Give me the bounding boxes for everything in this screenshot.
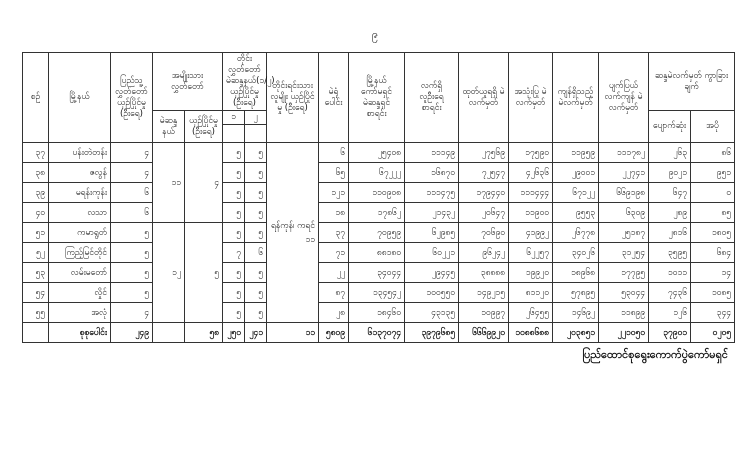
row-region-1: ၇ — [223, 243, 245, 263]
row-voters-total: ၁၁၁၄၇၅ — [405, 183, 459, 203]
row-wards: ၁၈၄၆၀ — [349, 303, 405, 323]
row-region-2: ၅ — [245, 303, 267, 323]
header-voters-total: လက်ရှိ လူဦးရေ စာရင်း — [405, 53, 459, 143]
row-advance-votes: ၇၂၅၄၇ — [459, 163, 509, 183]
row-region-1: ၅ — [223, 223, 245, 243]
row-sr: ၅၃ — [23, 263, 49, 283]
row-stations: ၂၈ — [319, 303, 349, 323]
table-row — [23, 183, 735, 203]
row-wards: ၆၇၂၂၂ — [349, 163, 405, 183]
row-wards: ၁၃၄၅၄၂ — [349, 283, 405, 303]
row-township: အလုံ — [49, 303, 111, 323]
row-valid-votes: ၁၁၁၄၄၄ — [509, 183, 553, 203]
total-region-1: ၂၅၀ — [223, 323, 245, 343]
header-ethnic: တိုင်းရင်းသား လူမျိုး ယှဉ်ပြိုင်မှု (ဦးရေ) — [267, 53, 319, 143]
header-amyotha-constituency: မဲဆန္ဒ နယ် — [153, 111, 185, 143]
header-region: တိုင်းလွှတ်တော် မဲဆန္ဒနယ်(၁/၂) ယှဉ်ပြိုင်မှု (ဦးရေ) — [223, 53, 267, 111]
row-valid-votes: ၆၂၂၅၇ — [509, 243, 553, 263]
row-region-1: ၅ — [223, 283, 245, 303]
row-pyithu: ၄ — [111, 163, 153, 183]
row-ballot-missing: ၂၆၃ — [649, 143, 691, 163]
row-cast-votes: ၆၇၁၂၂ — [553, 183, 599, 203]
row-spare-ballots: ၆၆၉၁၉၈ — [599, 183, 649, 203]
row-region-1: ၅ — [223, 203, 245, 223]
row-spare-ballots: ၁၇၇၉၅ — [599, 263, 649, 283]
row-ballot-note: ၆၈၄ — [691, 243, 735, 263]
row-ballot-missing: ၁၀၁၁ — [649, 263, 691, 283]
row-region-2: ၅ — [245, 203, 267, 223]
row-region-2: ၆ — [245, 243, 267, 263]
row-valid-votes: ၁၉၉၂၀ — [509, 263, 553, 283]
row-advance-votes: ၉၆၂၄၂ — [459, 243, 509, 263]
row-ballot-missing: ၉၀၂၁ — [649, 163, 691, 183]
row-stations: ၆၅ — [319, 163, 349, 183]
row-sr: ၅၂ — [23, 243, 49, 263]
row-sr: ၅၄ — [23, 283, 49, 303]
row-valid-votes: ၄၁၉၉၂ — [509, 223, 553, 243]
row-region-1: ၅ — [223, 163, 245, 183]
row-region-2: ၅ — [245, 283, 267, 303]
total-advance-votes: ၆၆၆၉၉၂၀ — [459, 323, 509, 343]
ethnic-count: ၁၁ — [305, 234, 315, 245]
table-row — [23, 263, 735, 283]
row-sr: ၄၀ — [23, 203, 49, 223]
header-ballot-missing: ပျောက်ဆုံး — [649, 111, 691, 143]
row-cast-votes: ၅၇၈၉၅ — [553, 283, 599, 303]
total-voters-total: ၃၉၇၉၆၈၅ — [405, 323, 459, 343]
header-amyotha-candidates: ယှဉ်ပြိုင်မှု (ဦးရေ) — [185, 111, 223, 143]
row-township: ကမာရွတ် — [49, 223, 111, 243]
header-stations: မဲရုံ ပေါင်း — [319, 53, 349, 143]
header-amyotha: အမျိုးသား လွှတ်တော် — [153, 53, 223, 111]
row-township: လသာ — [49, 203, 111, 223]
row-ballot-missing: ၃၅၉၅ — [649, 243, 691, 263]
row-valid-votes: ၂၆၄၅၅ — [509, 303, 553, 323]
table-row — [23, 283, 735, 303]
row-township: လှိုင် — [49, 283, 111, 303]
row-valid-votes: ၄၂၆၃၆ — [509, 163, 553, 183]
row-voters-total: ၆၀၂၂၁ — [405, 243, 459, 263]
row-region-1: ၅ — [223, 263, 245, 283]
row-cast-votes: ၃၄၀၂၆ — [553, 243, 599, 263]
header-wards: မြို့နယ် ကော်မရှင် မဲဆန္ဒရှင် စာရင်း — [349, 53, 405, 143]
total-sr — [23, 323, 49, 343]
row-ballot-note: ၁၄ — [691, 263, 735, 283]
row-cast-votes: ၂၆၇၇၈ — [553, 223, 599, 243]
header-cast-votes: ကျန်ရှိသည့် မဲလက်မှတ် — [553, 53, 599, 143]
ethnic-group-cell — [267, 143, 319, 323]
row-sr: ၃၈ — [23, 163, 49, 183]
header-sr: စဉ် — [23, 53, 49, 143]
row-advance-votes: ၁၇၉၄၄၀ — [459, 183, 509, 203]
election-results-table — [22, 52, 735, 343]
row-ballot-missing: ၂၈၉ — [649, 203, 691, 223]
amyotha-constituency-group: ၁၁ — [153, 143, 185, 223]
total-ballot-note: ၀၂၀၅ — [691, 323, 735, 343]
row-stations: ၁၂၁ — [319, 183, 349, 203]
row-ballot-note: ၈၆ — [691, 143, 735, 163]
row-voters-total: ၄၃၁၃၅ — [405, 303, 459, 323]
row-township: ဇလွန် — [49, 163, 111, 183]
amyotha-candidates-group: ၄ — [185, 143, 223, 223]
row-wards: ၁၁၀၉၀၈ — [349, 183, 405, 203]
row-ballot-missing: ၁၂၆ — [649, 303, 691, 323]
row-spare-ballots: ၂၂၇၄၁ — [599, 163, 649, 183]
row-advance-votes: ၂၀၆၄၇ — [459, 203, 509, 223]
row-stations: ၁၈ — [319, 203, 349, 223]
row-township: မရန်းကုန်း — [49, 183, 111, 203]
row-spare-ballots: ၃၁၂၅၄ — [599, 243, 649, 263]
table-row — [23, 243, 735, 263]
table-row — [23, 143, 735, 163]
header-ballot-note: အပို — [691, 111, 735, 143]
total-row — [23, 323, 735, 343]
row-pyithu: ၅ — [111, 243, 153, 263]
row-stations: ၆ — [319, 143, 349, 163]
row-stations: ၇၁ — [319, 243, 349, 263]
row-spare-ballots: ၁၁၁၇၈၂ — [599, 143, 649, 163]
row-region-1: ၅ — [223, 183, 245, 203]
row-voters-total: ၁၀၀၅၅၀ — [405, 283, 459, 303]
row-pyithu: ၄ — [111, 143, 153, 163]
row-sr: ၃၇ — [23, 143, 49, 163]
header-advance-votes: ထုတ်ယူရရှိ မဲလက်မှတ် — [459, 53, 509, 143]
row-cast-votes: ၁၄၆၉၂ — [553, 303, 599, 323]
amyotha-constituency-group: ၁၂ — [153, 223, 185, 323]
row-stations: ၂၂ — [319, 263, 349, 283]
row-sr: ၅၅ — [23, 303, 49, 323]
row-wards: ၁၇၈၆၂ — [349, 203, 405, 223]
row-spare-ballots: ၆၃၀၉ — [599, 203, 649, 223]
header-pyithu: ပြည်သူ့ လွှတ်တော် ယှဉ်ပြိုင်မှု (ဦးရေ) — [111, 53, 153, 143]
row-ballot-note: ၁၈၀၅ — [691, 223, 735, 243]
row-advance-votes: ၁၄၉၂၁၅ — [459, 283, 509, 303]
row-region-1: ၅ — [223, 303, 245, 323]
total-ballot-missing: ၃၇၉၀၁ — [649, 323, 691, 343]
row-region-2: ၅ — [245, 143, 267, 163]
total-pyithu: ၂၄၉ — [111, 323, 153, 343]
total-label: စုစုပေါင်း — [49, 323, 111, 343]
row-spare-ballots: ၂၅၁၈၇ — [599, 223, 649, 243]
row-region-2: ၅ — [245, 183, 267, 203]
row-cast-votes: ၂၉၀၀၁ — [553, 163, 599, 183]
row-spare-ballots: ၅၃၀၄၄ — [599, 283, 649, 303]
row-advance-votes: ၇၀၆၉၀ — [459, 223, 509, 243]
total-stations: ၅၈၀၉ — [319, 323, 349, 343]
row-sr: ၅၁ — [23, 223, 49, 243]
ethnic-region-text: ရန်ကုန်၊ ကရင် — [271, 220, 315, 231]
row-cast-votes: ၉၅၅၃ — [553, 203, 599, 223]
total-amyotha-constituency — [153, 323, 185, 343]
row-stations: ၈၇ — [319, 283, 349, 303]
header-region-1: ၁ — [223, 111, 245, 125]
header-region-blank — [245, 125, 267, 143]
header-ballot-result: ဆန္ဒမဲလက်မှတ် ကွာခြားချက် — [649, 53, 735, 111]
total-ethnic: ၁၁ — [267, 323, 319, 343]
row-township: ကြည့်မြင်တိုင် — [49, 243, 111, 263]
row-voters-total: ၁၁၁၄၉ — [405, 143, 459, 163]
table-row — [23, 163, 735, 183]
row-pyithu: ၅ — [111, 223, 153, 243]
row-ballot-missing: ၂၈၁၆ — [649, 223, 691, 243]
row-sr: ၃၉ — [23, 183, 49, 203]
row-ballot-note: ၁၀၈၅ — [691, 283, 735, 303]
row-voters-total: ၆၂၉၈၅ — [405, 223, 459, 243]
total-region-2: ၂၄၁ — [245, 323, 267, 343]
row-wards: ၂၅၄၀၈ — [349, 143, 405, 163]
row-pyithu: ၅ — [111, 283, 153, 303]
header-valid-votes: အသုံးပြု မဲလက်မှတ် — [509, 53, 553, 143]
row-ballot-missing: ၆၄၇ — [649, 183, 691, 203]
row-advance-votes: ၂၇၅၆၉ — [459, 143, 509, 163]
row-ballot-note: ၀ — [691, 183, 735, 203]
row-wards: ၈၈၁၈၀ — [349, 243, 405, 263]
footer-commission: ပြည်ထောင်စုရွေးကောက်ပွဲကော်မရှင် — [582, 348, 728, 361]
row-ballot-note: ၃၄၄ — [691, 303, 735, 323]
row-township: ပန်းတဲတန်း — [49, 143, 111, 163]
row-wards: ၃၄၀၄၄ — [349, 263, 405, 283]
amyotha-candidates-group: ၅ — [185, 223, 223, 323]
row-voters-total: ၂၉၄၄၅ — [405, 263, 459, 283]
total-cast-votes: ၂၀၃၈၅၁ — [553, 323, 599, 343]
row-region-1: ၅ — [223, 143, 245, 163]
row-voters-total: ၂၁၄၃၂ — [405, 203, 459, 223]
total-wards: ၆၁၃၇၀၇၄ — [349, 323, 405, 343]
row-pyithu: ၆ — [111, 203, 153, 223]
row-cast-votes: ၁၈၉၆၈ — [553, 263, 599, 283]
row-pyithu: ၄ — [111, 303, 153, 323]
table-row — [23, 303, 735, 323]
row-township: လမ်းမတော် — [49, 263, 111, 283]
total-valid-votes: ၁၀၈၈၆၈၈ — [509, 323, 553, 343]
row-voters-total: ၁၆၈၇၀ — [405, 163, 459, 183]
table-row — [23, 203, 735, 223]
row-stations: ၃၇ — [319, 223, 349, 243]
row-spare-ballots: ၁၁၈၉၉ — [599, 303, 649, 323]
row-region-2: ၅ — [245, 223, 267, 243]
page-number: ၉ — [371, 28, 379, 41]
row-valid-votes: ၈၁၁၂၀ — [509, 283, 553, 303]
header-region-2: ၂ — [245, 111, 267, 125]
row-valid-votes: ၁၁၉၀၀ — [509, 203, 553, 223]
row-ballot-note: ၈၅ — [691, 203, 735, 223]
row-pyithu: ၅ — [111, 263, 153, 283]
row-ballot-note: ၉၅၁ — [691, 163, 735, 183]
row-valid-votes: ၁၇၅၉၀ — [509, 143, 553, 163]
row-advance-votes: ၃၈၈၈၈ — [459, 263, 509, 283]
row-region-2: ၅ — [245, 263, 267, 283]
header-region-blank — [223, 125, 245, 143]
table-body — [23, 143, 735, 343]
total-spare-ballots: ၂၂၁၀၅၀ — [599, 323, 649, 343]
row-pyithu: ၆ — [111, 183, 153, 203]
row-cast-votes: ၁၁၉၅၉ — [553, 143, 599, 163]
row-wards: ၇၀၉၅၉ — [349, 223, 405, 243]
header-spare-ballots: ပျက်ပြယ် လက်ကျန် မဲလက်မှတ် — [599, 53, 649, 143]
header-township: မြို့နယ် — [49, 53, 111, 143]
row-advance-votes: ၁၀၉၉၇ — [459, 303, 509, 323]
row-region-2: ၅ — [245, 163, 267, 183]
total-amyotha-candidates: ၅၈ — [185, 323, 223, 343]
row-ballot-missing: ၇၄၃၆ — [649, 283, 691, 303]
table-row — [23, 223, 735, 243]
